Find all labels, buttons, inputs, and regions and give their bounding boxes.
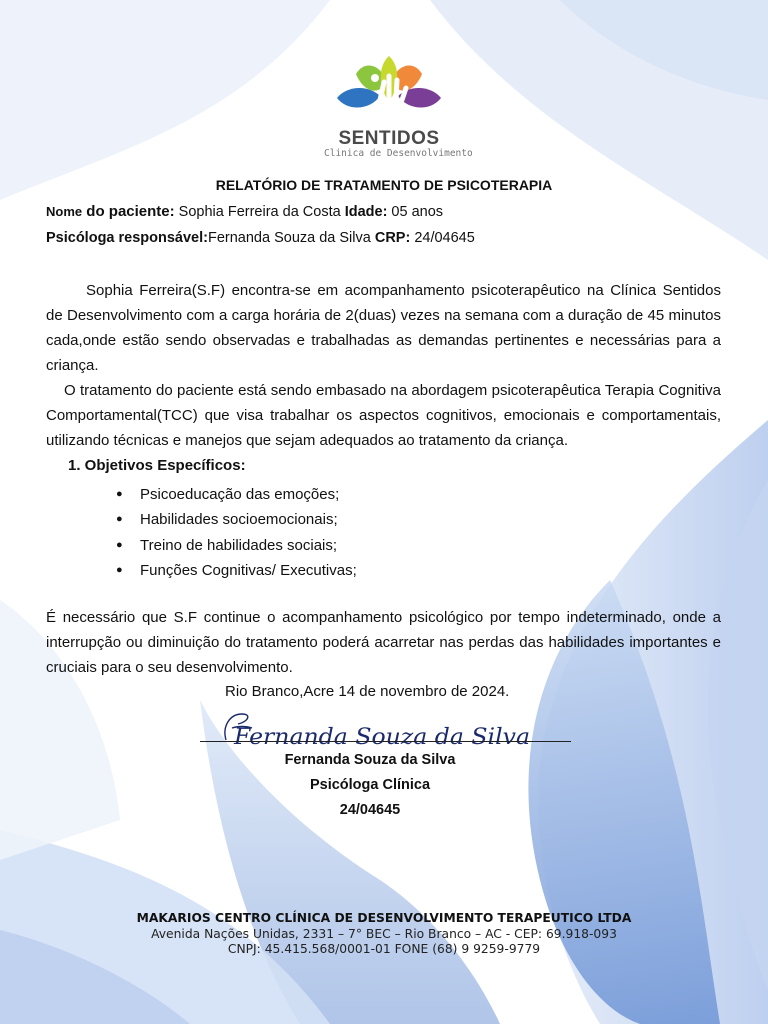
list-item: ● Psicoeducação das emoções; bbox=[116, 482, 357, 507]
list-item: ● Habilidades socioemocionais; bbox=[116, 507, 357, 532]
list-item: ● Funções Cognitivas/ Executivas; bbox=[116, 558, 357, 583]
clinic-logo bbox=[324, 50, 473, 159]
paragraph-attendance: Sophia Ferreira(S.F) encontra-se em acompanhamento psicoterapêutico na Clínica Sentidos de Desenvolvimento com a carga horária de 2(duas) vezes na semana com a duração de 45 minutos cada,onde estão sendo observadas e trabalhadas as demandas pertinentes e necessárias para a criança. bbox=[46, 282, 721, 374]
age-label: Idade: bbox=[344, 204, 388, 220]
paragraph-recommendation: É necessário que S.F continue o acompanhamento psicológico por tempo indeterminado, onde a interrupção ou diminuição do tratamento poderá acarretar nas perdas das habilidades importantes e cruciais para o seu desenvolvimento. bbox=[46, 609, 721, 676]
footer bbox=[0, 911, 768, 956]
footer-contact: CNPJ: 45.415.568/0001-01 FONE (68) 9 9259-9779 bbox=[227, 942, 541, 956]
footer-company: MAKARIOS CENTRO CLÍNICA DE DESENVOLVIMENTO TERAPEUTICO LTDA bbox=[136, 911, 632, 925]
document-title: RELATÓRIO DE TRATAMENTO DE PSICOTERAPIA bbox=[215, 177, 553, 193]
objectives-heading: 1. Objetivos Específicos: bbox=[68, 457, 246, 474]
psychologist-label: Psicóloga responsável: bbox=[46, 230, 208, 246]
signature-text: Fernanda Souza da Silva bbox=[232, 725, 530, 750]
crp-label: CRP: bbox=[374, 230, 411, 246]
patient-name: Sophia Ferreira da Costa bbox=[174, 204, 345, 220]
patient-line bbox=[46, 203, 443, 220]
signer-name: Fernanda Souza da Silva bbox=[284, 752, 456, 768]
logo-brand: SENTIDOS bbox=[338, 128, 440, 149]
patient-age: 05 anos bbox=[387, 204, 444, 220]
date-line: Rio Branco,Acre 14 de novembro de 2024. bbox=[225, 683, 510, 700]
signature-line bbox=[200, 741, 571, 742]
signer-role: Psicóloga Clínica bbox=[309, 777, 431, 793]
paragraph-approach: O tratamento do paciente está sendo embasado na abordagem psicoterapêutica Terapia Cognitiva Comportamental(TCC) que visa trabalhar os aspectos cognitivos, emocionais e comportamentais, utilizando técnicas e manejos que sejam adequados ao tratamento da criança. bbox=[46, 382, 721, 449]
list-item: ● Treino de habilidades sociais; bbox=[116, 533, 357, 558]
patient-label: do paciente: bbox=[82, 203, 175, 220]
signer-crp: 24/04645 bbox=[339, 802, 401, 818]
patient-label-small: Nome bbox=[46, 204, 83, 219]
lotus-logo-icon bbox=[334, 50, 444, 126]
logo-subtitle: Clinica de Desenvolvimento bbox=[324, 148, 473, 159]
handwritten-signature bbox=[212, 706, 542, 756]
psychologist-name: Fernanda Souza da Silva bbox=[207, 230, 375, 246]
objectives-list bbox=[116, 482, 357, 583]
psychologist-crp: 24/04645 bbox=[410, 230, 475, 246]
psychologist-line bbox=[46, 230, 475, 246]
footer-address: Avenida Nações Unidas, 2331 – 7° BEC – Rio Branco – AC - CEP: 69.918-093 bbox=[151, 927, 617, 941]
